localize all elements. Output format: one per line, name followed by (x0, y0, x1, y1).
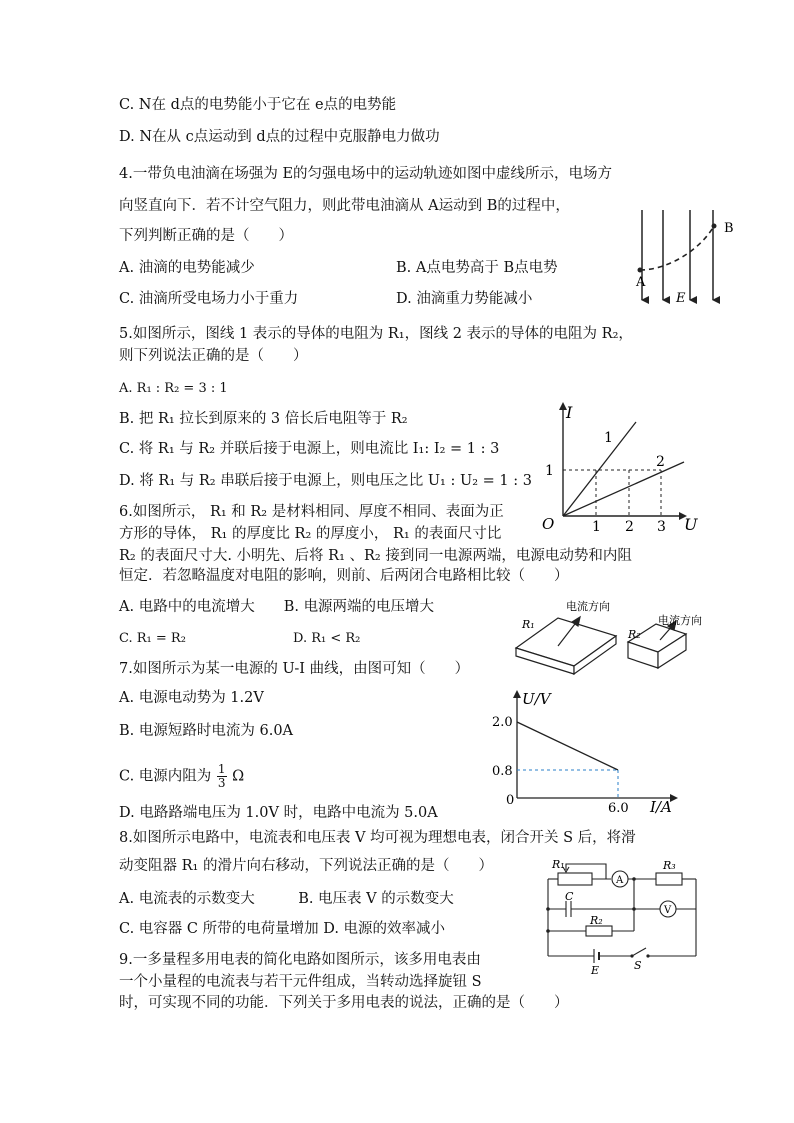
voltmeter-label: V (664, 905, 672, 916)
q7-ohm: Ω (232, 768, 245, 785)
x-axis-label: I/A (650, 798, 672, 814)
q4-stem-line1: 4.一带负电油滴在场强为 E的匀强电场中的运动轨迹如图中虚线所示，电场方 (119, 166, 613, 182)
r2-label: R₂ (628, 628, 641, 641)
q7-ui-graph (486, 688, 686, 814)
q9-stem-line2: 一个小量程的电流表与若干元件组成，当转动选择旋钮 S (119, 974, 482, 990)
q6-conductor-figure (508, 596, 728, 682)
r3-resistor (656, 873, 682, 885)
q3-option-d: D. N在从 c点运动到 d点的过程中克服静电力做功 (119, 129, 440, 145)
switch-label: S (634, 959, 642, 972)
q6-stem-line4: 恒定．若忽略温度对电阻的影响，则前、后两闭合电路相比较（ ） (119, 568, 569, 584)
ui-line (517, 722, 618, 770)
line-1-label: 1 (604, 430, 613, 446)
r2-resistor (586, 926, 612, 936)
switch-blade (632, 948, 646, 956)
q4-stem-line3: 下列判断正确的是（ ） (119, 228, 293, 244)
line-2-label: 2 (656, 454, 665, 470)
q4-option-d: D. 油滴重力势能减小 (396, 291, 533, 307)
y-tick-1: 1 (545, 463, 554, 479)
q5-option-a: A. R₁ : R₂ = 3 : 1 (119, 381, 228, 396)
label-e: E (676, 291, 686, 306)
x-tick-3: 3 (657, 519, 666, 533)
origin-label: 0 (506, 793, 515, 808)
x-tick-6p0: 6.0 (608, 801, 629, 814)
q7-option-c-text: C. 电源内阻为 (119, 768, 212, 785)
y-tick-0p8: 0.8 (492, 764, 513, 779)
q8-circuit-figure (536, 856, 704, 976)
q5-stem-line1: 5.如图所示，图线 1 表示的导体的电阻为 R₁，图线 2 表示的导体的电阻为 R₂， (119, 326, 633, 342)
x-axis-label: U (684, 515, 698, 533)
q7-option-c (119, 763, 244, 790)
q7-stem: 7.如图所示为某一电源的 U-I 曲线，由图可知（ ） (119, 661, 470, 677)
q6-stem-line1: 6.如图所示， R₁ 和 R₂ 是材料相同、厚度不相同、表面为正 (119, 504, 504, 520)
q7-option-d: D. 电路路端电压为 1.0V 时，电路中电流为 5.0A (119, 805, 438, 821)
q7-fraction (217, 763, 227, 790)
battery-label: E (591, 964, 600, 976)
q5-option-b: B. 把 R₁ 拉长到原来的 3 倍长后电阻等于 R₂ (119, 411, 408, 427)
q8-stem-line1: 8.如图所示电路中，电流表和电压表 V 均可视为理想电表，闭合开关 S 后，将滑 (119, 830, 636, 846)
r1-current-label: 电流方向 (566, 600, 610, 613)
r1-slider (566, 864, 606, 879)
q6-stem-line2: 方形的导体， R₁ 的厚度比 R₂ 的厚度小， R₁ 的表面尺寸比 (119, 526, 502, 542)
y-tick-2p0: 2.0 (492, 715, 513, 730)
ammeter-label: A (616, 875, 624, 886)
r1-resistor (558, 873, 592, 885)
point-a (638, 268, 643, 273)
y-axis-label: U/V (522, 690, 551, 708)
y-axis-label: I (566, 403, 573, 422)
r3-label: R₃ (663, 859, 676, 872)
q5-option-d: D. 将 R₁ 与 R₂ 串联后接于电源上，则电压之比 U₁ : U₂ = 1 : 3 (119, 473, 532, 489)
q8-options-ab: A. 电流表的示数变大 B. 电压表 V 的示数变大 (119, 891, 454, 907)
q8-options-cd: C. 电容器 C 所带的电荷量增加 D. 电源的效率减小 (119, 921, 446, 937)
q5-option-c: C. 将 R₁ 与 R₂ 并联后接于电源上，则电流比 I₁: I₂ = 1 : 3 (119, 441, 500, 457)
q4-option-a: A. 油滴的电势能减少 (119, 260, 255, 276)
r2-label: R₂ (590, 914, 603, 927)
q4-stem-line2: 向竖直向下．若不计空气阻力，则此带电油滴从 A运动到 B的过程中， (119, 198, 570, 214)
r2-current-label: 电流方向 (658, 614, 702, 627)
q9-stem-line1: 9.一多量程多用电表的简化电路如图所示，该多用电表由 (119, 952, 481, 968)
graph-line-1 (563, 422, 636, 516)
q6-options-ab: A. 电路中的电流增大 B. 电源两端的电压增大 (119, 599, 435, 615)
q7-option-b: B. 电源短路时电流为 6.0A (119, 723, 294, 739)
q7-fraction-num: 1 (217, 762, 226, 776)
q7-option-a: A. 电源电动势为 1.2V (119, 690, 264, 706)
capacitor-label: C (565, 890, 574, 903)
trajectory-dashed (640, 226, 714, 270)
label-b: B (724, 221, 734, 236)
x-tick-1: 1 (592, 519, 601, 533)
q8-stem-line2: 动变阻器 R₁ 的滑片向右移动，下列说法正确的是（ ） (119, 858, 493, 874)
q5-iu-graph (538, 398, 704, 533)
q9-stem-line3: 时，可实现不同的功能．下列关于多用电表的说法，正确的是（ ） (119, 995, 569, 1011)
q6-option-c: C. R₁ = R₂ (119, 631, 186, 646)
q4-option-c: C. 油滴所受电场力小于重力 (119, 291, 299, 307)
point-b (712, 224, 717, 229)
q3-option-c: C. N在 d点的电势能小于它在 e点的电势能 (119, 97, 397, 113)
q4-field-figure (618, 206, 748, 308)
x-tick-2: 2 (625, 519, 634, 533)
origin-label: O (542, 515, 555, 533)
q4-option-b: B. A点电势高于 B点电势 (396, 260, 558, 276)
q5-stem-line2: 则下列说法正确的是（ ） (119, 348, 308, 364)
r1-label: R₁ (522, 618, 535, 631)
q7-fraction-den: 3 (217, 776, 226, 790)
r1-label: R₁ (552, 858, 565, 871)
q6-option-d: D. R₁ < R₂ (293, 631, 361, 646)
q6-stem-line3: R₂ 的表面尺寸大. 小明先、后将 R₁ 、R₂ 接到同一电源两端，电源电动势和内阻 (119, 548, 632, 564)
label-a: A (636, 275, 646, 290)
